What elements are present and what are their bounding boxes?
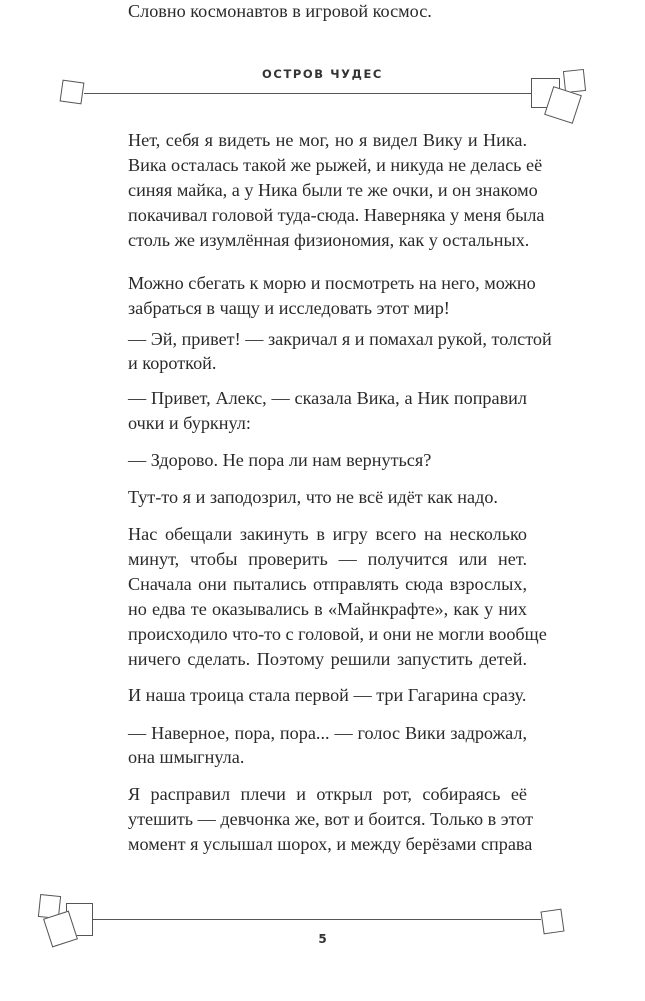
text-line: Можно сбегать к морю и посмотреть на него, можно [128, 273, 536, 293]
running-title: ОСТРОВ ЧУДЕС [262, 67, 383, 81]
page-number: 5 [318, 932, 327, 946]
text-line: забраться в чащу и исследовать этот мир! [128, 298, 450, 318]
text-line: она шмыгнула. [128, 747, 245, 767]
text-line: Словно космонавтов в игровой космос. [128, 1, 432, 21]
text-line: происходило что-то с головой, и они не могли вообще [128, 624, 547, 644]
text-line: Тут-то я и заподозрил, что не всё идёт как надо. [128, 487, 498, 507]
text-line: Я расправил плечи и открыл рот, собираясь её [128, 784, 527, 804]
text-line: — Привет, Алекс, — сказала Вика, а Ник поправил [128, 388, 527, 408]
text-line: очки и буркнул: [128, 413, 251, 433]
text-line: момент я услышал шорох, и между берёзами справа [128, 834, 533, 854]
text-line: и короткой. [128, 353, 217, 373]
text-line: — Наверное, пора, пора... — голос Вики задрожал, [128, 723, 527, 743]
text-line: Нет, себя я видеть не мог, но я видел Вику и Ника. [128, 130, 527, 150]
square-ornament-icon [60, 80, 85, 105]
text-line: Сначала они пытались отправлять сюда взрослых, [128, 574, 527, 594]
text-line: И наша троица стала первой — три Гагарина сразу. [128, 685, 527, 705]
text-line: покачивал головой туда-сюда. Наверняка у меня была [128, 205, 545, 225]
footer-rule [92, 919, 541, 920]
text-line: но едва те оказывались в «Майнкрафте», как у них [128, 599, 527, 619]
text-line: — Здорово. Не пора ли нам вернуться? [128, 450, 432, 470]
text-line: Вика осталась такой же рыжей, и никуда не делась её [128, 155, 543, 175]
text-line: синяя майка, а у Ника были те же очки, и он знакомо [128, 180, 538, 200]
square-ornament-icon [541, 909, 565, 935]
text-line: ничего сделать. Поэтому решили запустить детей. [128, 649, 527, 669]
header-rule [84, 93, 532, 94]
text-line: столь же изумлённая физиономия, как у остальных. [128, 230, 530, 250]
text-line: — Эй, привет! — закричал я и помахал рукой, толстой [128, 329, 552, 349]
text-line: утешить — девчонка же, вот и боится. Только в этот [128, 809, 534, 829]
text-line: минут, чтобы проверить — получится или нет. [128, 549, 527, 569]
text-line: Нас обещали закинуть в игру всего на несколько [128, 524, 527, 544]
